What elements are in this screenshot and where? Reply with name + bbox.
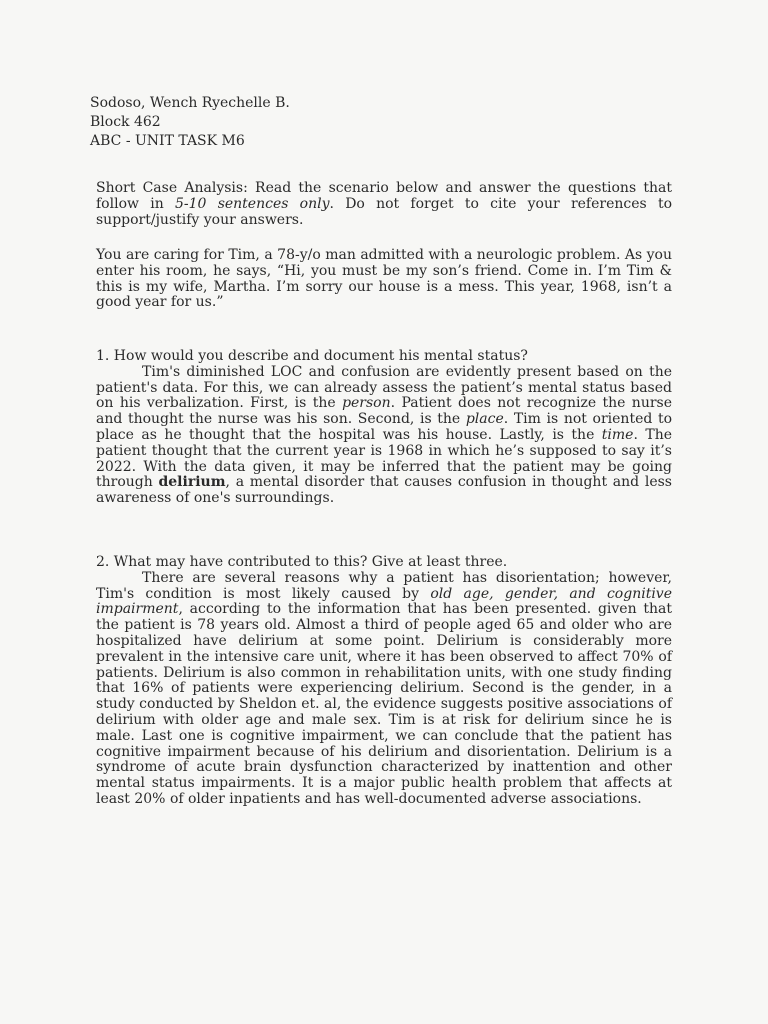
answer-1-bold-delirium: delirium <box>158 474 226 491</box>
answer-1-text-1: Tim's diminished LOC and confusion are evidently present based on the patient's data. For this, we can already assess the patient’s mental status based on his verbalization. First, is the <box>96 363 672 412</box>
student-name: Sodoso, Wench Ryechelle B. <box>90 95 290 111</box>
task-title: ABC - UNIT TASK M6 <box>90 133 245 149</box>
question-2: 2. What may have contributed to this? Give at least three. <box>96 554 508 570</box>
instructions-text-1: Short Case Analysis: Read the scenario below and answer the questions that follow in <box>96 180 672 212</box>
answer-2-emphasis: old age, gender, and cognitive impairment <box>96 585 672 618</box>
answer-1 <box>96 365 672 507</box>
scenario-section <box>96 248 672 311</box>
answer-1-emphasis-place: place <box>465 411 504 428</box>
answer-2 <box>96 571 672 808</box>
block-number: Block 462 <box>90 114 161 130</box>
question-2-section <box>96 555 672 808</box>
document-header <box>90 94 290 151</box>
answer-1-emphasis-time: time <box>601 426 634 443</box>
instructions-text-2: . Do not forget to cite your references to support/justify your answers. <box>96 195 672 228</box>
answer-1-text-4: . The patient thought that the current year is 1968 in which he’s supposed to say it’s 2022. With the data given, it may be inferred that the patient may be going through <box>96 426 672 491</box>
instructions-emphasis: 5-10 sentences only <box>174 195 330 212</box>
instructions-section <box>96 181 672 228</box>
answer-2-text-1: There are several reasons why a patient has disorientation; however, Tim's condition is most likely caused by <box>96 569 672 602</box>
scenario-paragraph: You are caring for Tim, a 78-y/o man admitted with a neurologic problem. As you enter his room, he says, “Hi, you must be my son’s friend. Come in. I’m Tim & this is my wife, Martha. I’m sorry our house is a mess. This year, 1968, isn’t a good year for us.” <box>96 247 672 311</box>
answer-1-text-2: . Patient does not recognize the nurse and thought the nurse was his son. Second, is the <box>96 395 672 428</box>
answer-1-emphasis-person: person <box>342 395 391 412</box>
answer-1-text-3: . Tim is not oriented to place as he thought that the hospital was his house. Lastly, is the <box>96 411 672 443</box>
instructions-paragraph <box>96 181 672 228</box>
question-1-section <box>96 349 672 507</box>
question-1: 1. How would you describe and document his mental status? <box>96 348 528 364</box>
answer-1-text-5: , a mental disorder that causes confusion in thought and less awareness of one's surroundings. <box>96 474 672 507</box>
answer-2-text-2: , according to the information that has been presented. given that the patient is 78 years old. Almost a third of people aged 65 and older who are hospitalized have delirium at some point. Delirium is considerably more prevalent in the intensive care unit, where it has been observed to affect 70% of patients. Delirium is also common in rehabilitation units, with one study finding that 16% of patients were experiencing delirium. Second is the gender, in a study conducted by Sheldon et. al, the evidence suggests positive associations of delirium with older age and male sex. Tim is at risk for delirium since he is male. Last one is cognitive impairment, we can conclude that the patient has cognitive impairment because of his delirium and disorientation. Delirium is a syndrome of acute brain dysfunction characterized by inattention and other mental status impairments. It is a major public health problem that affects at least 20% of older inpatients and has well-documented adverse associations. <box>96 601 672 807</box>
